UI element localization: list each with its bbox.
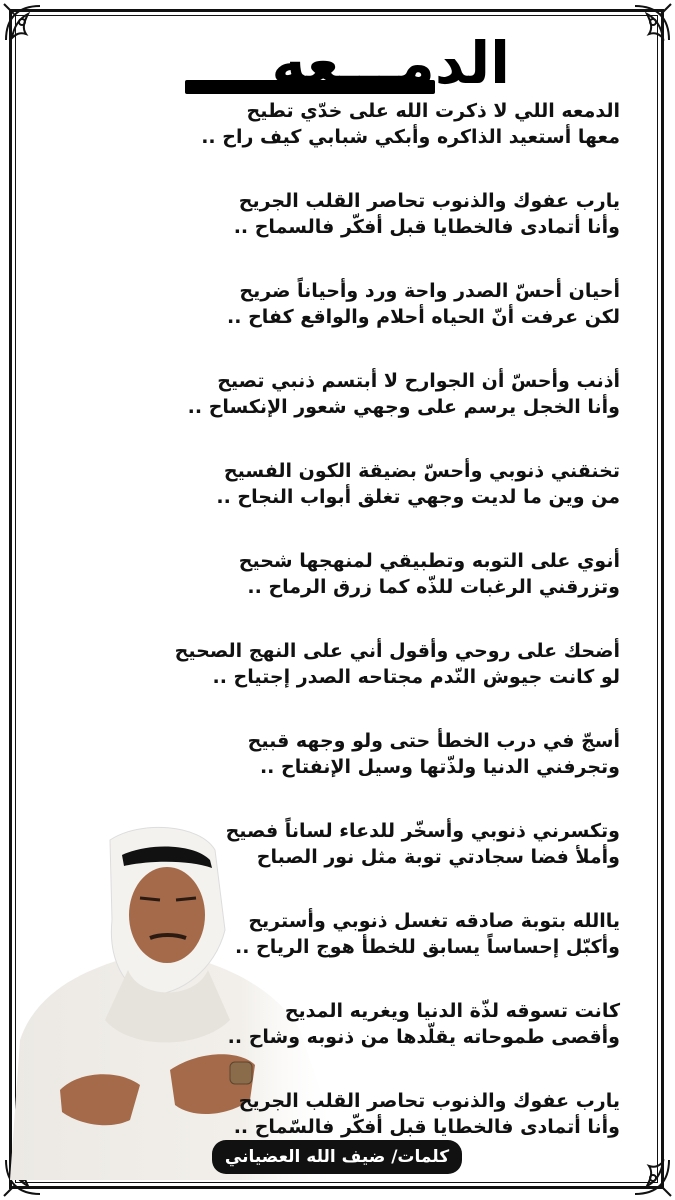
verse-first-hemistich: وتكسرني ذنوبي وأسخّر للدعاء لساناً فصيح [225, 820, 620, 842]
verse-first-hemistich: ياالله بتوبة صادقه تغسل ذنوبي وأستريح [248, 910, 620, 932]
poem-body [40, 98, 620, 1178]
verse-second-hemistich: وأملأ فضا سجادتي توبة مثل نور الصباح [256, 846, 620, 868]
stanza [40, 188, 620, 278]
verse-first-hemistich: يارب عفوك والذنوب تحاصر القلب الجريح [238, 190, 620, 212]
stanza [40, 98, 620, 188]
stanza [40, 998, 620, 1088]
stanza [40, 908, 620, 998]
poem-title [185, 28, 510, 98]
poem-title-text: الدمـــعه [271, 29, 510, 97]
verse-first-hemistich: أضحك على روحي وأقول أني على النهج الصحيح [174, 640, 620, 662]
verse-second-hemistich: وتزرقني الرغبات للذّه كما زرق الرماح .. [247, 576, 620, 598]
corner-ornament-top-left [0, 0, 46, 46]
corner-ornament-bottom-right [629, 1154, 675, 1200]
verse-first-hemistich: تخنقني ذنوبي وأحسّ بضيقة الكون الفسيح [223, 460, 620, 482]
stanza [40, 818, 620, 908]
verse-second-hemistich: لكن عرفت أنّ الحياه أحلام والواقع كفاح .. [227, 306, 620, 328]
stanza [40, 278, 620, 368]
verse-second-hemistich: من وين ما لديت وجهي تغلق أبواب النجاح .. [216, 486, 620, 508]
corner-ornament-top-right [629, 0, 675, 46]
stanza [40, 548, 620, 638]
stanza [40, 728, 620, 818]
verse-second-hemistich: وأقصى طموحاته يقلّدها من ذنوبه وشاح .. [227, 1026, 620, 1048]
verse-second-hemistich: وأنا أتمادى فالخطايا قبل أفكّر فالسماح .. [233, 216, 620, 238]
verse-second-hemistich: وأكبّل إحساساً يسابق للخطأ هوج الرياح .. [234, 936, 620, 958]
verse-second-hemistich: لو كانت جيوش النّدم مجتاحه الصدر إجتياح .. [212, 666, 620, 688]
verse-first-hemistich: كانت تسوقه لذّة الدنيا ويغريه المديح [284, 1000, 620, 1022]
verse-second-hemistich: وأنا أتمادى فالخطايا قبل أفكّر فالسّماح .. [233, 1116, 620, 1138]
verse-first-hemistich: أسجّ في درب الخطأ حتى ولو وجهه قبيح [247, 730, 620, 752]
verse-first-hemistich: الدمعه اللي لا ذكرت الله على خدّي تطيح [246, 100, 620, 122]
stanza [40, 368, 620, 458]
verse-second-hemistich: معها أستعيد الذاكره وأبكي شبابي كيف راح .. [201, 126, 620, 148]
verse-first-hemistich: أنوي على التوبه وتطبيقي لمنهجها شحيح [238, 550, 620, 572]
stanza [40, 638, 620, 728]
verse-first-hemistich: يارب عفوك والذنوب تحاصر القلب الجريح [238, 1090, 620, 1112]
poet-credit-badge: كلمات/ ضيف الله العضياني [212, 1140, 462, 1174]
verse-second-hemistich: وأنا الخجل يرسم على وجهي شعور الإنكساح .. [187, 396, 620, 418]
verse-first-hemistich: أذنب وأحسّ أن الجوارح لا أبتسم ذنبي تصيح [217, 370, 620, 392]
verse-second-hemistich: وتجرفني الدنيا ولذّتها وسيل الإنفتاح .. [259, 756, 620, 778]
stanza [40, 458, 620, 548]
verse-first-hemistich: أحيان أحسّ الصدر واحة ورد وأحياناً ضريح [239, 280, 620, 302]
